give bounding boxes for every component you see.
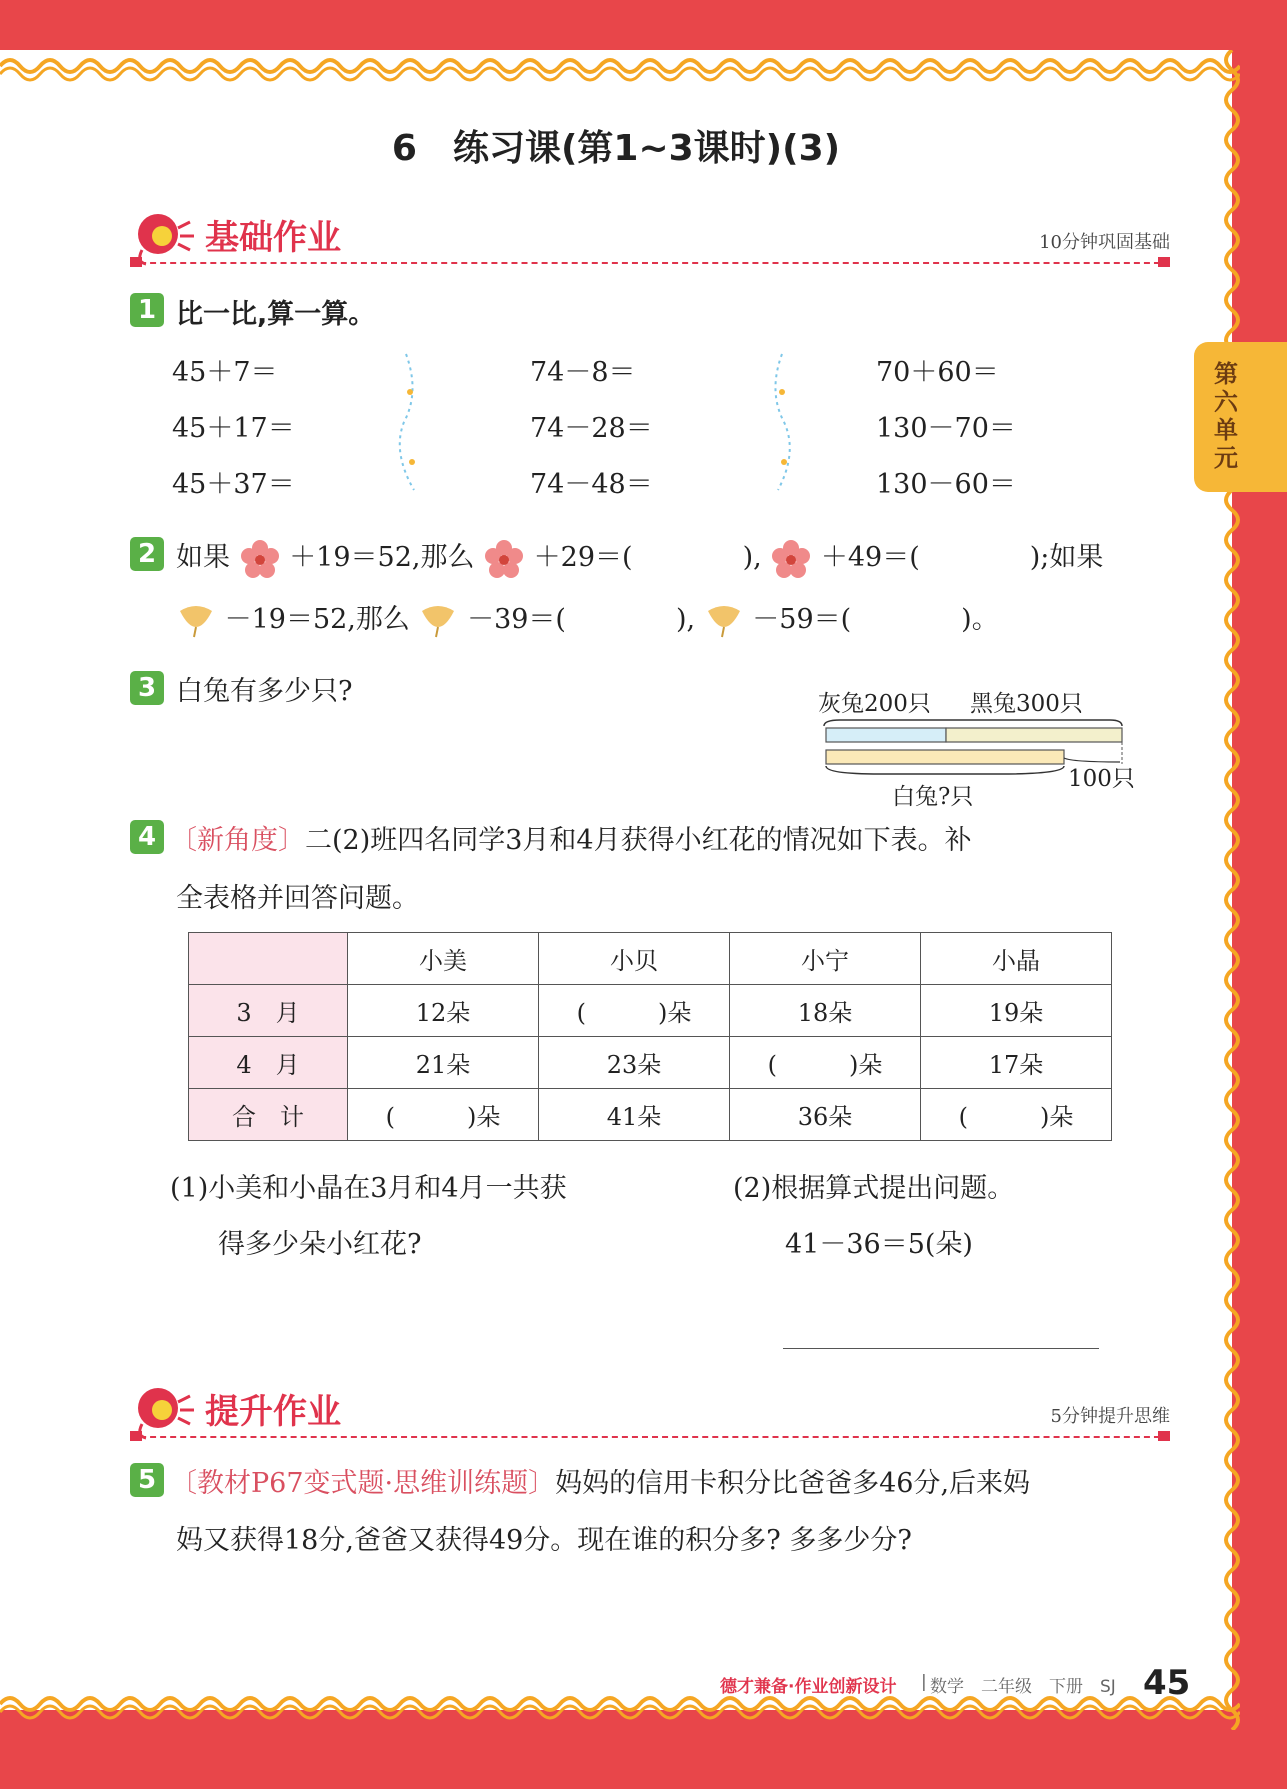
top-wavy-border (0, 46, 1240, 86)
q4-sub2-line1: (2)根据算式提出问题。 (733, 1173, 1015, 1204)
table-cell: 23朵 (539, 1037, 730, 1089)
calc: 130－60＝ (876, 469, 1016, 500)
unit-tab: 第六单元 (1194, 342, 1287, 492)
table-cell: 41朵 (539, 1089, 730, 1141)
q3-prompt: 白兔有多少只? (176, 676, 353, 707)
q4-sub1-line1: (1)小美和小晶在3月和4月一共获 (170, 1173, 567, 1204)
ginkgo-leaf-icon (418, 603, 458, 639)
dotted-divider-icon (396, 352, 426, 492)
q2-line1: 如果 ＋19＝52,那么 ＋29＝( ), ＋49＝( );如果 (176, 535, 1103, 579)
table-header: 小宁 (730, 933, 921, 985)
flower-table (188, 932, 1112, 1141)
calc: 74－28＝ (530, 413, 653, 444)
table-cell[interactable]: ( )朵 (921, 1089, 1112, 1141)
q5-line1: 〔教材P67变式题·思维训练题〕妈妈的信用卡积分比爸爸多46分,后来妈 (170, 1468, 1031, 1499)
table-row (189, 1037, 1112, 1089)
table-row (189, 933, 1112, 985)
row-label: 合 计 (189, 1089, 348, 1141)
ginkgo-leaf-icon (704, 603, 744, 639)
footer-sep: | (921, 1672, 927, 1692)
table-cell: 17朵 (921, 1037, 1112, 1089)
page-title: 6 练习课(第1~3课时)(3) (391, 128, 841, 169)
table-cell: 36朵 (730, 1089, 921, 1141)
row-label: 3 月 (189, 985, 348, 1037)
answer-line[interactable] (783, 1348, 1099, 1349)
section-basic-label: 基础作业 (205, 218, 341, 258)
table-cell[interactable]: ( )朵 (539, 985, 730, 1037)
right-wavy-border (1200, 50, 1240, 1730)
calc: 74－8＝ (530, 357, 636, 388)
section-basic (130, 210, 1170, 270)
footer-info: 数学 二年级 下册 SJ (930, 1677, 1116, 1697)
table-row (189, 985, 1112, 1037)
question-number-2: 2 (130, 537, 164, 571)
q4-line1: 〔新角度〕二(2)班四名同学3月和4月获得小红花的情况如下表。补 (170, 825, 972, 856)
table-corner (189, 933, 348, 985)
calc: 130－70＝ (876, 413, 1016, 444)
table-cell: 21朵 (348, 1037, 539, 1089)
q2-line2: －19＝52,那么 －39＝( ), －59＝( )。 (176, 597, 999, 639)
q4-line2: 全表格并回答问题。 (176, 883, 419, 914)
row-label: 4 月 (189, 1037, 348, 1089)
flower-icon (770, 539, 812, 579)
section-divider (130, 1436, 1170, 1438)
dotted-divider-icon (770, 352, 800, 492)
calc: 70＋60＝ (876, 357, 999, 388)
question-number-3: 3 (130, 671, 164, 705)
section-advanced-sub: 5分钟提升思维 (1050, 1406, 1170, 1427)
q1-prompt: 比一比,算一算。 (176, 299, 376, 330)
calc: 45＋37＝ (172, 469, 295, 500)
calc: 45＋7＝ (172, 357, 278, 388)
table-header: 小晶 (921, 933, 1112, 985)
footer-brand: 德才兼备·作业创新设计 (720, 1677, 897, 1697)
calc: 45＋17＝ (172, 413, 295, 444)
table-header: 小贝 (539, 933, 730, 985)
flower-icon (239, 539, 281, 579)
table-cell: 12朵 (348, 985, 539, 1037)
q5-line2: 妈又获得18分,爸爸又获得49分。现在谁的积分多? 多多少分? (176, 1525, 912, 1556)
calc: 74－48＝ (530, 469, 653, 500)
ginkgo-leaf-icon (176, 603, 216, 639)
table-row (189, 1089, 1112, 1141)
table-cell[interactable]: ( )朵 (730, 1037, 921, 1089)
black-rabbit-label: 黑兔300只 (970, 691, 1083, 717)
flower-icon (483, 539, 525, 579)
q4-sub1-line2: 得多少朵小红花? (218, 1229, 422, 1260)
white-rabbit-label: 白兔?只 (892, 784, 974, 810)
diff-label: 100只 (1068, 766, 1135, 792)
question-number-5: 5 (130, 1463, 164, 1497)
question-number-1: 1 (130, 293, 164, 327)
table-cell: 18朵 (730, 985, 921, 1037)
section-advanced (130, 1384, 1170, 1444)
gray-rabbit-label: 灰兔200只 (818, 691, 931, 717)
question-number-4: 4 (130, 820, 164, 854)
section-divider (130, 262, 1170, 264)
table-cell: 19朵 (921, 985, 1112, 1037)
section-advanced-label: 提升作业 (205, 1392, 341, 1432)
table-cell[interactable]: ( )朵 (348, 1089, 539, 1141)
section-basic-sub: 10分钟巩固基础 (1039, 232, 1170, 253)
page-number: 45 (1143, 1663, 1191, 1703)
table-header: 小美 (348, 933, 539, 985)
q4-sub2-equation: 41－36＝5(朵) (785, 1229, 973, 1260)
